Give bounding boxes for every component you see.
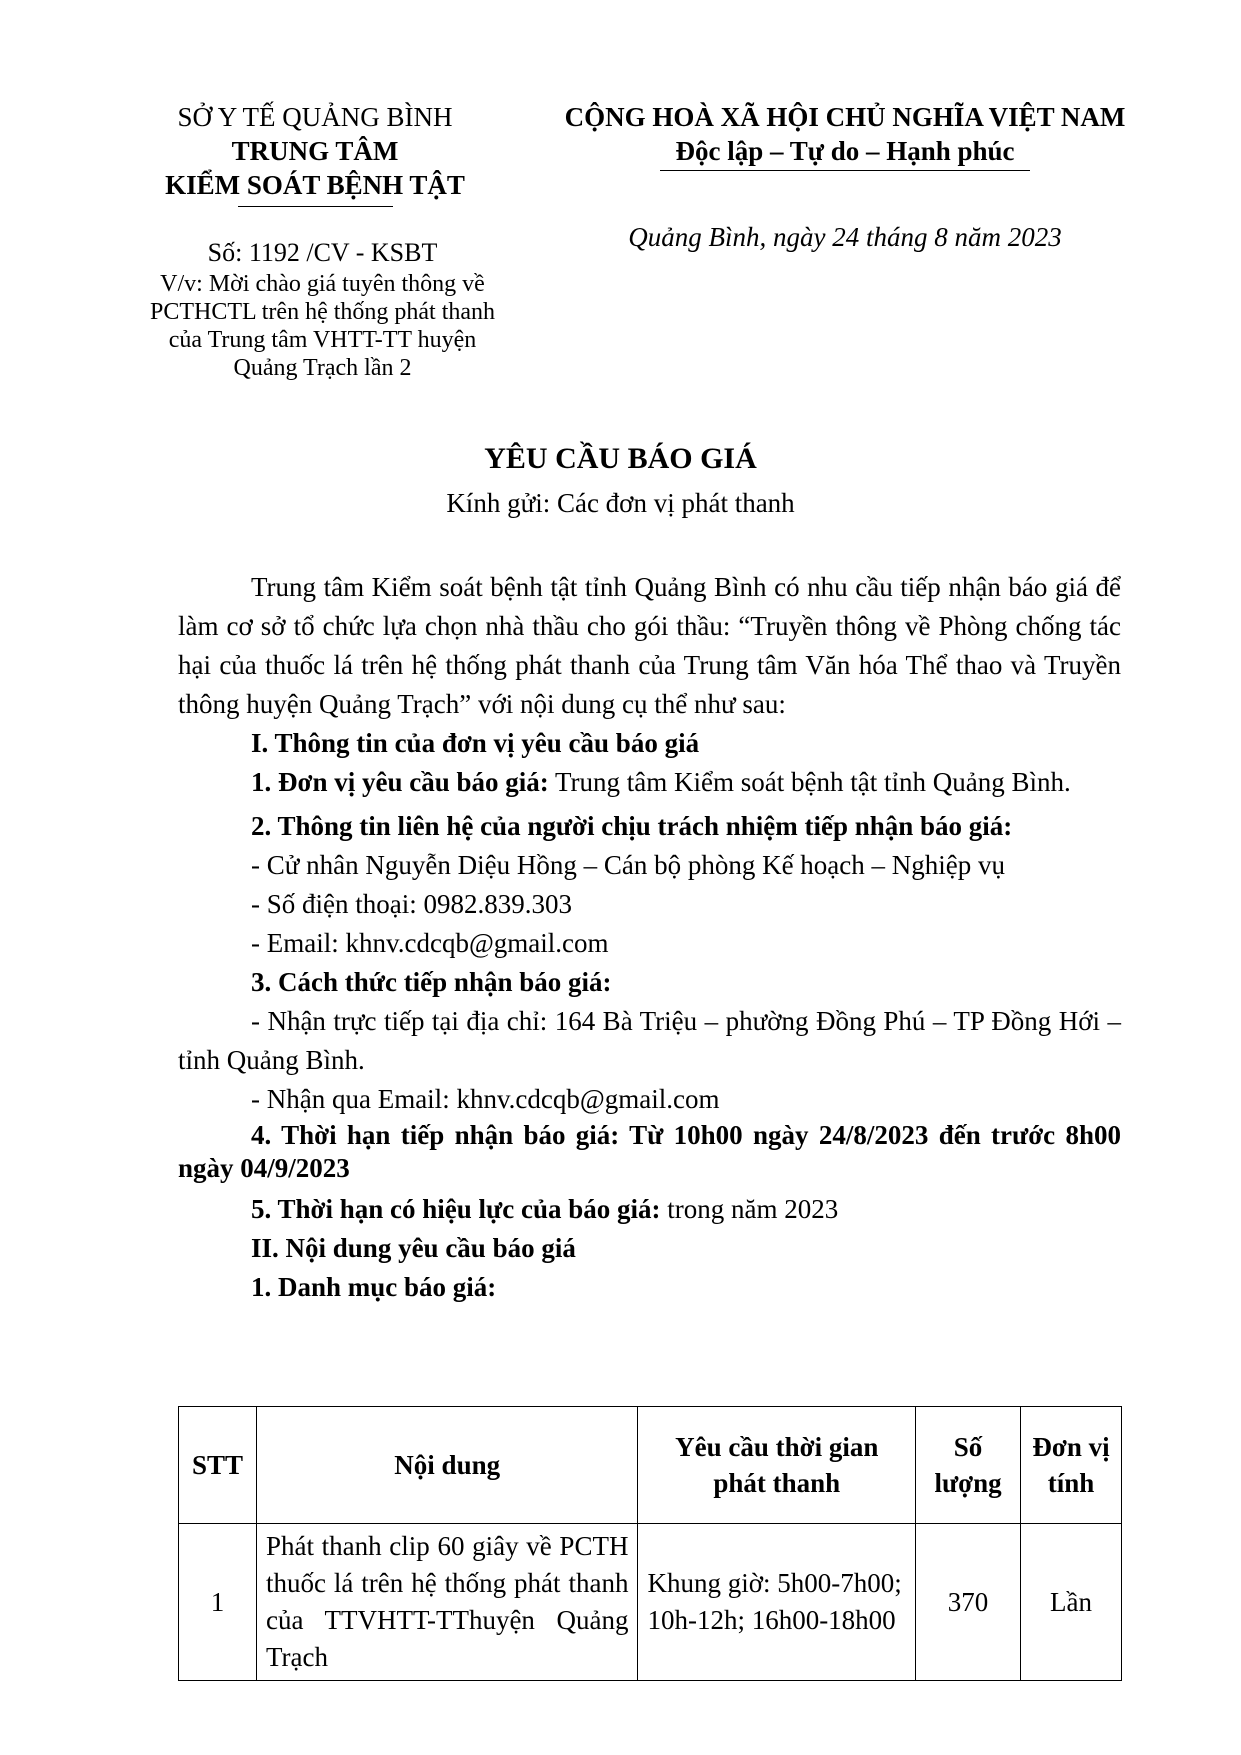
- cell-unit: Lần: [1021, 1524, 1122, 1681]
- cell-broadcast-time: Khung giờ: 5h00-7h00; 10h-12h; 16h00-18h00: [638, 1524, 916, 1681]
- quote-list-heading: 1. Danh mục báo giá:: [251, 1272, 497, 1302]
- table-row: [179, 1524, 1122, 1681]
- cell-stt: 1: [179, 1524, 257, 1681]
- contact-email: - Email: khnv.cdcqb@gmail.com: [251, 928, 609, 958]
- requester-paragraph: [178, 763, 1121, 802]
- header-content: Nội dung: [256, 1407, 637, 1524]
- contact-phone: - Số điện thoại: 0982.839.303: [251, 889, 572, 919]
- agency-underline: [238, 206, 393, 207]
- document-number: Số: 1192 /CV - KSBT: [207, 238, 438, 267]
- header-broadcast-time: Yêu cầu thời gian phát thanh: [638, 1407, 916, 1524]
- header-quantity: Số lượng: [916, 1407, 1021, 1524]
- recipient-line: Kính gửi: Các đơn vị phát thanh: [446, 488, 795, 518]
- subject-line: Quảng Trạch lần 2: [233, 355, 412, 381]
- table-header-row: [179, 1407, 1122, 1524]
- country-name: CỘNG HOÀ XÃ HỘI CHỦ NGHĨA VIỆT NAM: [564, 102, 1126, 132]
- issuing-agency-header: [150, 100, 480, 207]
- place-date: Quảng Bình, ngày 24 tháng 8 năm 2023: [628, 222, 1062, 252]
- header-stt: STT: [179, 1407, 257, 1524]
- receive-direct: - Nhận trực tiếp tại địa chỉ: 164 Bà Triệu – phường Đồng Phú – TP Đồng Hới – tỉnh Quảng Bình.: [178, 1006, 1121, 1075]
- intro-paragraph: Trung tâm Kiểm soát bệnh tật tỉnh Quảng Bình có nhu cầu tiếp nhận báo giá để làm cơ sở tổ chức lựa chọn nhà thầu cho gói thầu: “Truyền thông về Phòng chống tác hại của thuốc lá trên hệ thống phát thanh của Trung tâm Văn hóa Thể thao và Truyền thông huyện Quảng Trạch” với nội dung cụ thể như sau:: [178, 572, 1121, 719]
- document-title: YÊU CẦU BÁO GIÁ: [484, 442, 757, 475]
- requester-value: Trung tâm Kiểm soát bệnh tật tỉnh Quảng Bình.: [548, 767, 1071, 797]
- agency-parent: SỞ Y TẾ QUẢNG BÌNH: [177, 102, 453, 132]
- agency-name-line1: TRUNG TÂM: [231, 136, 399, 166]
- document-subject: [140, 270, 505, 382]
- validity-paragraph: [178, 1190, 1121, 1229]
- subject-line: PCTHCTL trên hệ thống phát thanh: [149, 299, 496, 325]
- section1-heading: I. Thông tin của đơn vị yêu cầu báo giá: [251, 728, 700, 758]
- receive-method-heading: 3. Cách thức tiếp nhận báo giá:: [251, 967, 612, 997]
- subject-line: của Trung tâm VHTT-TT huyện: [168, 327, 477, 353]
- header-unit: Đơn vị tính: [1021, 1407, 1122, 1524]
- subject-line: V/v: Mời chào giá tuyên thông về: [160, 271, 485, 297]
- requester-label: 1. Đơn vị yêu cầu báo giá:: [251, 767, 549, 797]
- validity-value: trong năm 2023: [660, 1194, 839, 1224]
- national-motto-header: [540, 100, 1150, 171]
- motto: Độc lập – Tự do – Hạnh phúc: [675, 136, 1015, 166]
- contact-name: - Cử nhân Nguyễn Diệu Hồng – Cán bộ phòng Kế hoạch – Nghiệp vụ: [251, 850, 1006, 880]
- motto-underline: [660, 170, 1030, 171]
- cell-quantity: 370: [916, 1524, 1021, 1681]
- validity-label: 5. Thời hạn có hiệu lực của báo giá:: [251, 1194, 661, 1224]
- document-body: [178, 568, 1121, 1307]
- section2-heading: II. Nội dung yêu cầu báo giá: [251, 1233, 576, 1263]
- deadline-paragraph: 4. Thời hạn tiếp nhận báo giá: Từ 10h00 ngày 24/8/2023 đến trước 8h00 ngày 04/9/2023: [178, 1120, 1121, 1183]
- agency-name-line2: KIỂM SOÁT BỆNH TẬT: [165, 170, 465, 200]
- cell-content: Phát thanh clip 60 giây về PCTH thuốc lá trên hệ thống phát thanh của TTVHTT-TThuyện Quảng Trạch: [256, 1524, 637, 1681]
- receive-email: - Nhận qua Email: khnv.cdcqb@gmail.com: [251, 1084, 720, 1114]
- contact-heading: 2. Thông tin liên hệ của người chịu trách nhiệm tiếp nhận báo giá:: [251, 811, 1013, 841]
- quote-table: [178, 1406, 1122, 1681]
